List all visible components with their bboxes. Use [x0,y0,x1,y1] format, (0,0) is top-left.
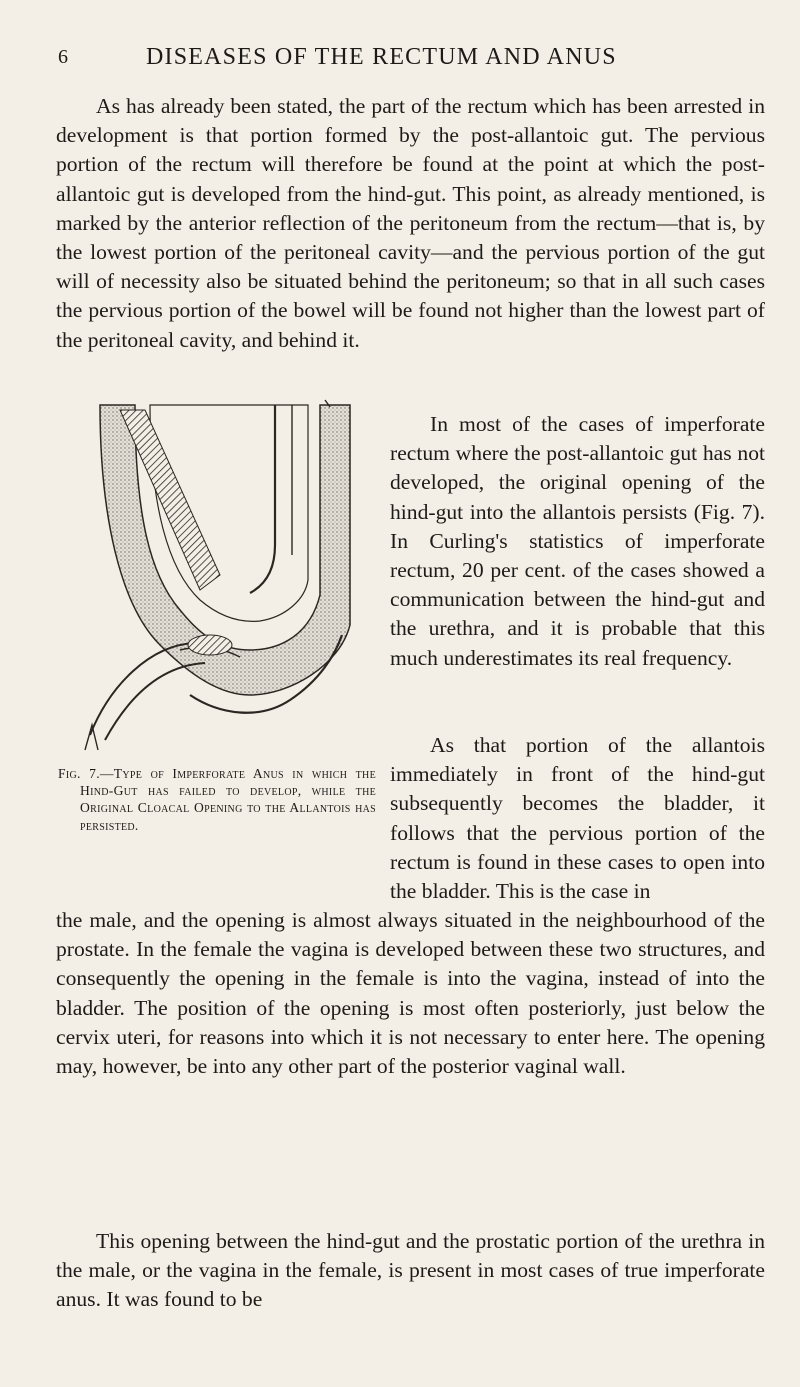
paragraph-allantois: As that portion of the allantois immediately in front of the hind-gut subsequently becomes the bladder, it follows that the pervious portion of the rectum is found in these cases to open into the bladder. This is the case in [390,733,765,904]
page-number: 6 [58,46,70,68]
figure-7-illustration [80,395,370,755]
running-title: DISEASES OF THE RECTUM AND ANUS [146,44,617,70]
figure-caption [58,765,376,834]
figure-caption-text: Fig. 7.—Type of Imperforate Anus in which the Hind-Gut has failed to develop, while the Original Cloacal Opening to the Allantois has persisted. [58,766,376,833]
paragraph-cases: In most of the cases of imperforate rectum where the post-allantoic gut has not developed, the original opening of the hind-gut into the allantois persists (Fig. 7). In Curling's statistics of imperforate rectum, 20 per cent. of the cases showed a communication between the hind-gut and the urethra, and it is probable that this much underestimates its real frequency. [390,412,765,670]
fig-7-drawing [80,395,370,755]
paragraph-intro: As has already been stated, the part of the rectum which has been arrested in development is that portion formed by the post-allantoic gut. The pervious portion of the rectum will therefore be found at the point at which the post-allantoic gut is developed from the hind-gut. This point, as already mentioned, is marked by the anterior reflection of the peritoneum from the rectum—that is, by the lowest portion of the peritoneal cavity—and the pervious portion of the gut will of necessity also be situated behind the peritoneum; so that in all such cases the pervious portion of the bowel will be found not higher than the lowest part of the peritoneal cavity, and behind it. [56,94,765,352]
paragraph-opening: This opening between the hind-gut and the prostatic portion of the urethra in the male, or the vagina in the female, is present in most cases of true imperforate anus. It was found to be [56,1229,765,1312]
running-header [58,44,758,84]
paragraph-male-female: the male, and the opening is almost always situated in the neighbourhood of the prostate. In the female the vagina is developed between these two structures, and consequently the opening in the female is into the vagina, instead of into the bladder. The position of the opening is most often posteriorly, just below the cervix uteri, for reasons into which it is not necessary to enter here. The opening may, however, be into any other part of the posterior vaginal wall. [56,908,765,1079]
